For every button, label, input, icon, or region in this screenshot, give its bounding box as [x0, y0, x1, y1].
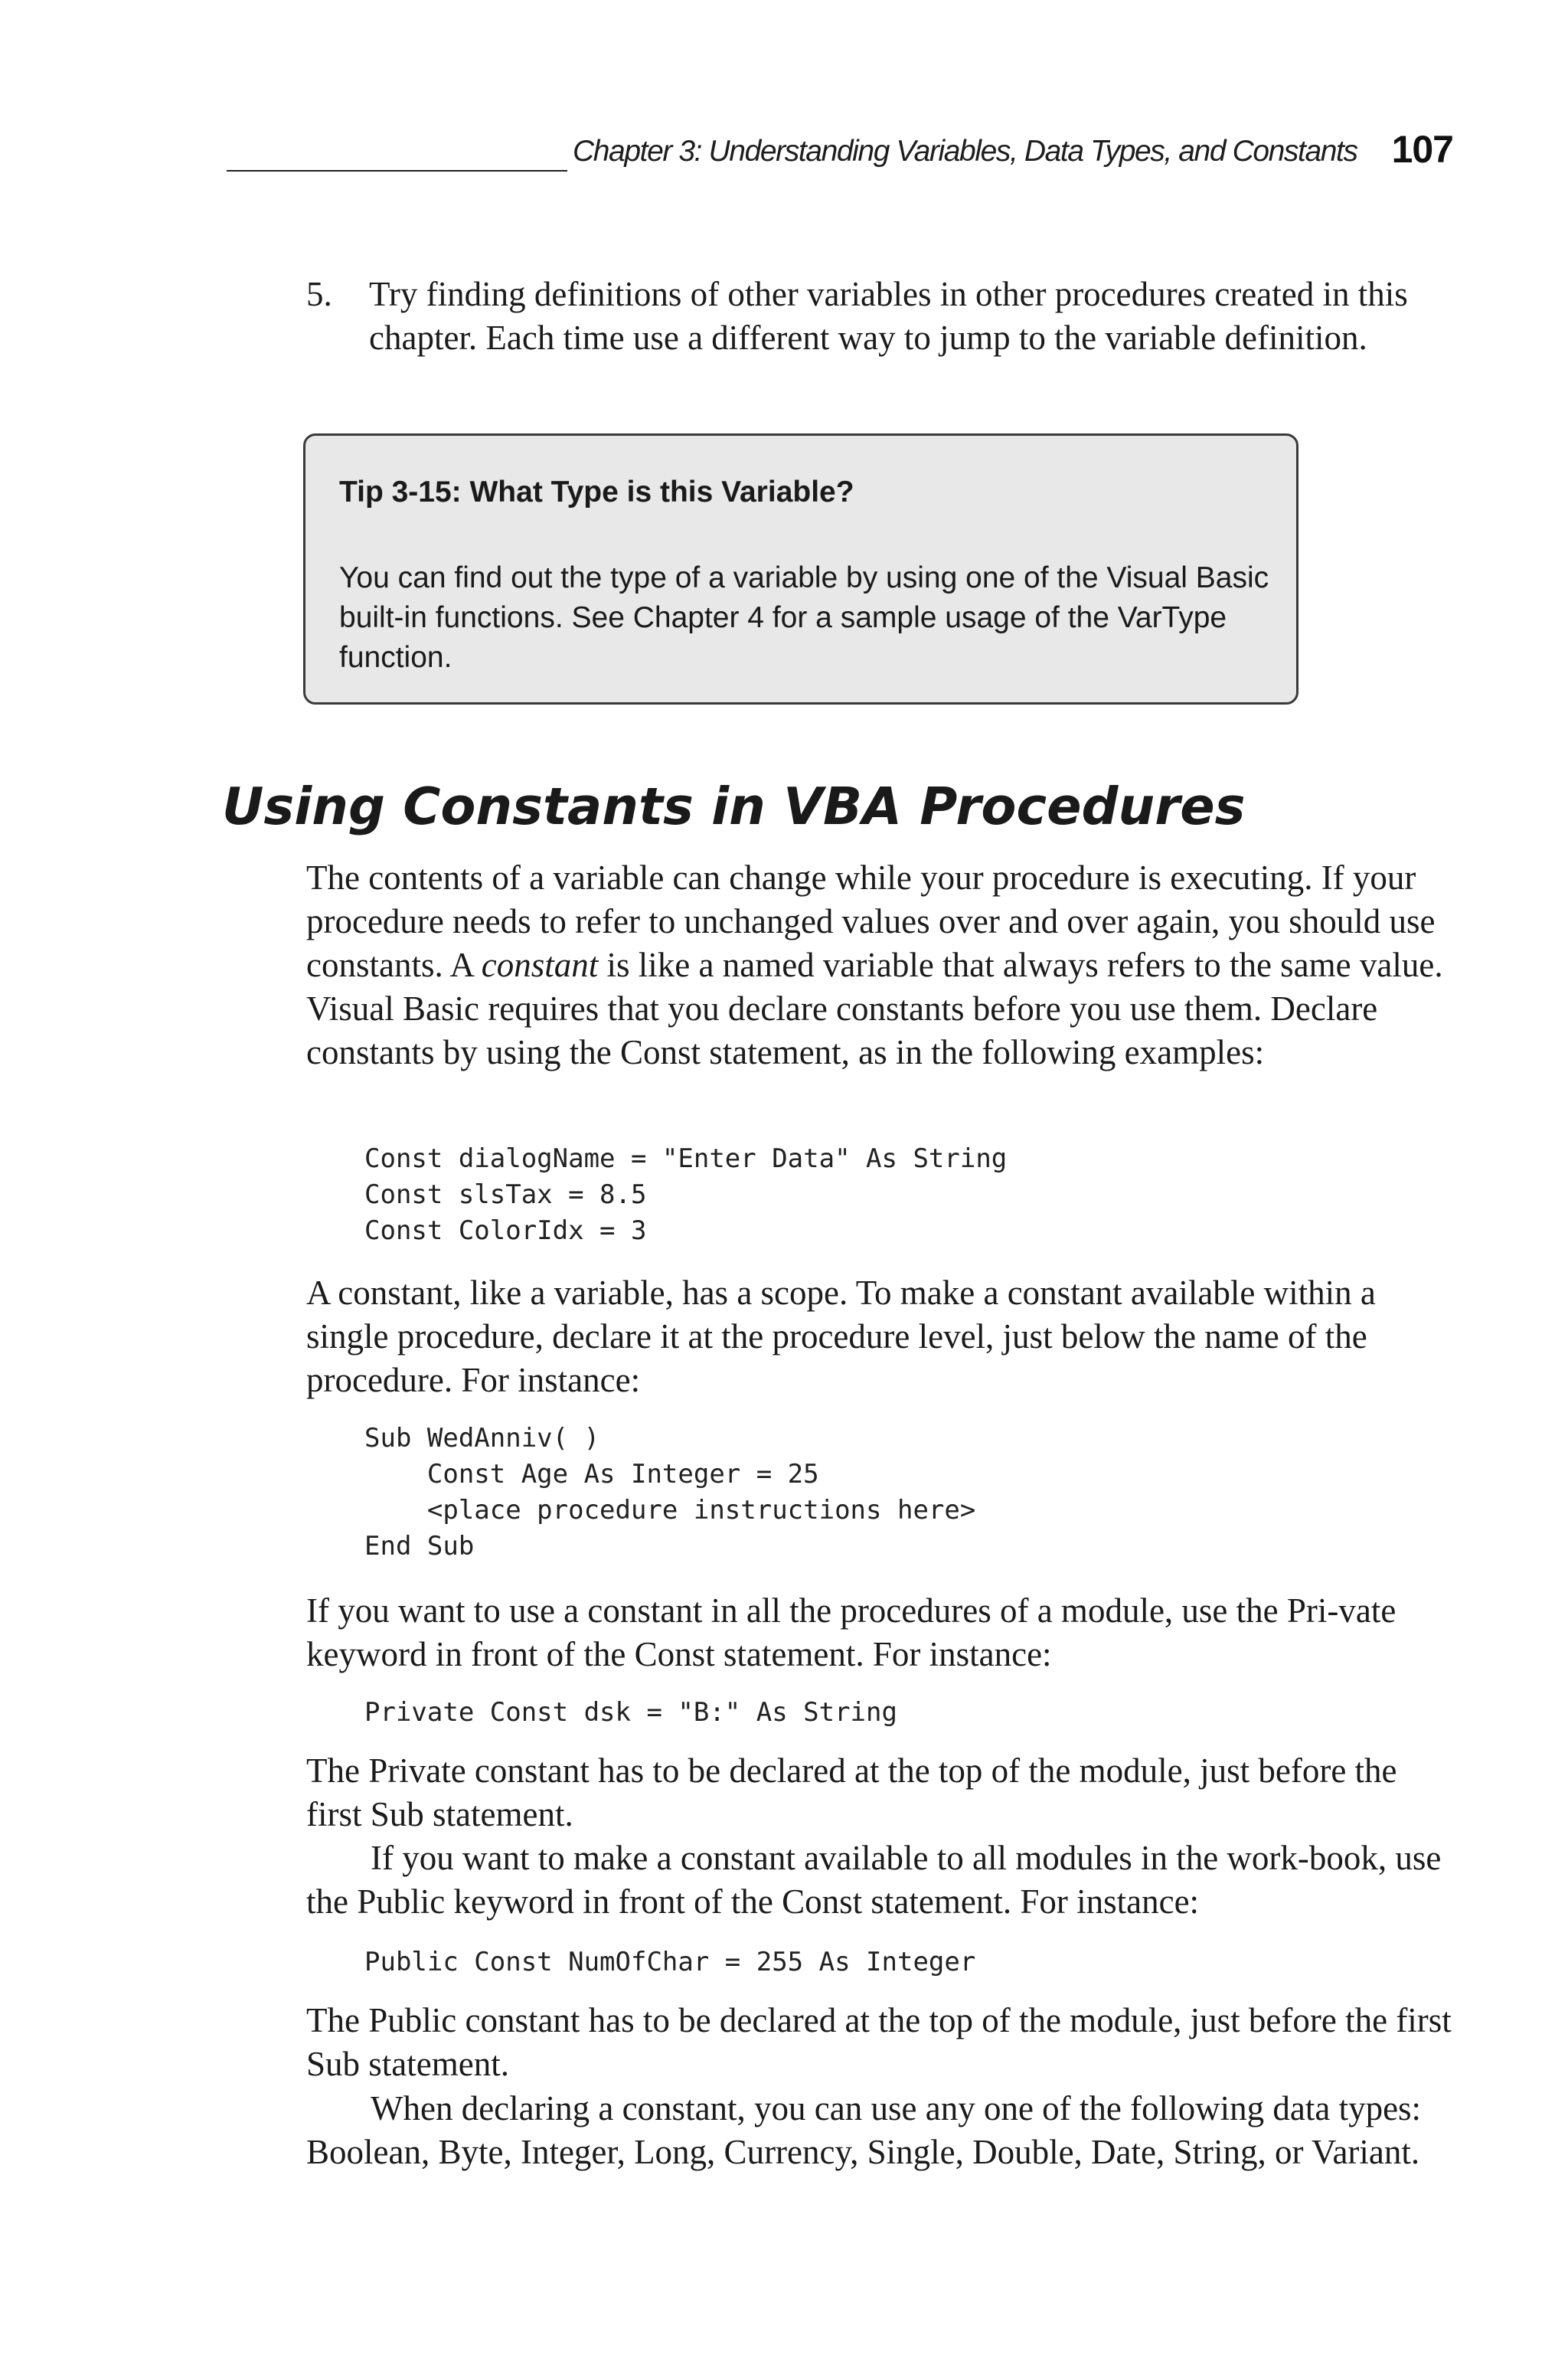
code-line: <place procedure instructions here> [364, 1495, 976, 1526]
code-line: End Sub [364, 1531, 475, 1562]
paragraph-intro-start: The contents of a variable can change while your procedure is executing. If your procedure needs to refer to unchanged values over and over again, you should use constants. A [306, 858, 1436, 984]
chapter-title: Chapter 3: Understanding Variables, Data Types, and Constants [573, 135, 1357, 168]
paragraph-intro-end: is like a named variable that always refers to the same value. Visual Basic requires that you declare constants before you use them. Declare constants by using the Const statement, as in the following examples: [306, 946, 1443, 1071]
code-line: Const slsTax = 8.5 [364, 1179, 647, 1210]
code-line: Const Age As Integer = 25 [364, 1459, 819, 1490]
code-line: Const dialogName = "Enter Data" As String [364, 1143, 1008, 1174]
running-head [227, 123, 1453, 176]
paragraph-intro [306, 856, 1456, 1074]
paragraph-private: If you want to use a constant in all the procedures of a module, use the Pri-vate keyword in front of the Const statement. For instance: [306, 1591, 1396, 1673]
code-block-private [364, 1695, 897, 1731]
running-head-rule [227, 170, 567, 172]
page-number: 107 [1391, 128, 1453, 171]
paragraph-scope: A constant, like a variable, has a scope. To make a constant available within a single procedure, declare it at the procedure level, just below the name of the procedure. For instance: [306, 1274, 1376, 1399]
paragraph-data-types: When declaring a constant, you can use any one of the following data types: Boolean, Byte, Integer, Long, Currency, Single, Double, Date, String, or Variant. [306, 2089, 1422, 2171]
paragraph-public: If you want to make a constant available to all modules in the work-book, use the Public keyword in front of the Const statement. For instance: [306, 1839, 1442, 1921]
step-text: Try finding definitions of other variables in other procedures created in this chapter. Each time use a different way to jump to the variable definition. [369, 275, 1408, 357]
paragraph-private-placement: The Private constant has to be declared at the top of the module, just before the first Sub statement. [306, 1751, 1397, 1833]
section-heading: Using Constants in VBA Procedures [222, 777, 1246, 836]
code-line: Public Const NumOfChar = 255 As Integer [364, 1947, 976, 1977]
emphasized-term: constant [481, 946, 599, 984]
code-line: Private Const dsk = "B:" As String [364, 1697, 897, 1728]
code-block-procedure [364, 1421, 975, 1565]
tip-body: You can find out the type of a variable by using one of the Visual Basic built-in functions. See Chapter 4 for a sample usage of the VarType function. [339, 561, 1269, 674]
code-line: Const ColorIdx = 3 [364, 1215, 647, 1246]
tip-box [303, 433, 1298, 705]
code-line: Sub WedAnniv( ) [364, 1423, 600, 1454]
step-number: 5. [306, 275, 332, 313]
tip-title: Tip 3-15: What Type is this Variable? [339, 476, 854, 509]
code-block-public [364, 1944, 975, 1980]
code-block-constants [364, 1141, 1007, 1249]
paragraph-public-placement: The Public constant has to be declared at the top of the module, just before the first Sub statement. [306, 2001, 1452, 2083]
